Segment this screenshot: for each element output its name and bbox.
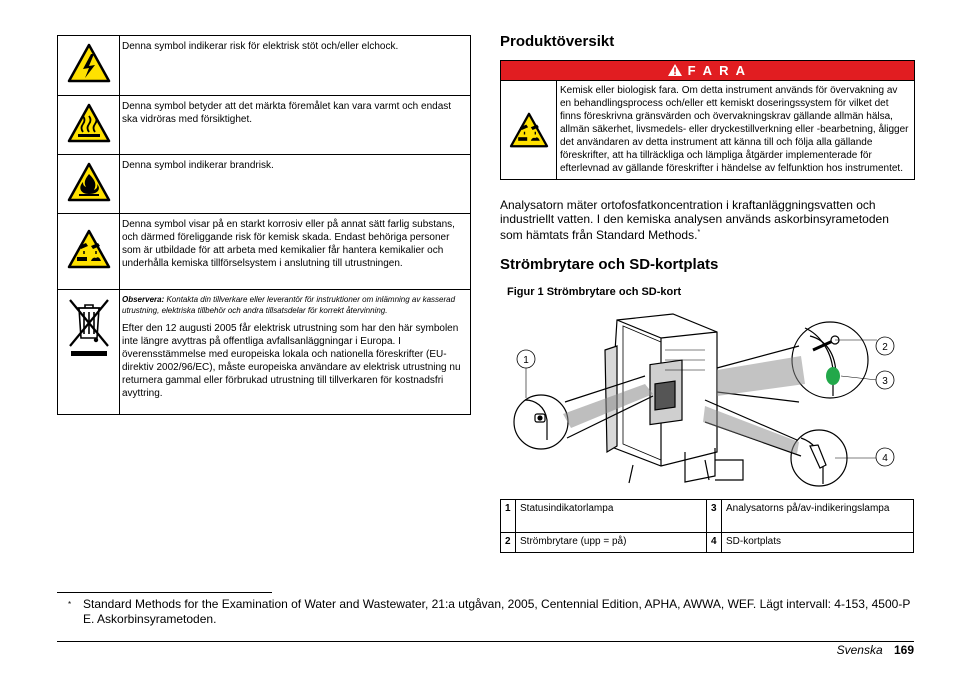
symbol-cell [58,36,120,96]
symbol-table [57,35,471,415]
figure-analyzer-illustration [505,310,910,490]
weee-text: Efter den 12 augusti 2005 får elektrisk utrustning som har den här symbolen inte längre avyttras på offentliga avfallsanläggningar i Europa. I överensstämmelse med europeiska lokala och nationella föreskrifter (EU-direktiv 2002/96/EC), måste europeiska användare av elektrisk utrustning nu returnera gammal eller förbrukad utrustning till tillverkaren för kostnadsfri avyttring. [122,323,461,399]
legend-text: Statusindikatorlampa [516,500,707,533]
legend-text: SD-kortplats [722,533,914,553]
legend-text: Strömbrytare (upp = på) [516,533,707,553]
legend-number: 3 [707,500,722,533]
callout-2-label: 2 [882,342,888,353]
weee-crossed-bin-icon [66,296,112,358]
footer-language: Svenska [836,643,883,657]
danger-box [500,60,915,180]
danger-icon-cell [501,81,557,179]
legend-number: 2 [501,533,516,553]
symbol-description: Denna symbol indikerar brandrisk. [120,155,471,214]
symbol-cell [58,214,120,290]
danger-label: F A R A [687,63,748,78]
note-text: Kontakta din tillverkare eller leverantör för instruktioner om inlämning av kasserad utrustning, elektriska tillbehör och andra tillsatsdelar för korrekt återvinning. [122,295,456,315]
callout-4-label: 4 [882,453,888,464]
symbol-description: Denna symbol visar på en starkt korrosiv eller på annat sätt farlig substans, och därmed föreliggande risk för kemisk skada. Endast behöriga personer som är utbildade för att arbeta med kemikalier får hantera kemikalier och underhålla kemiska tillförselsystem i anslutning till utrustningen. [120,214,471,290]
section-heading-product-overview: Produktöversikt [500,33,615,50]
fire-hazard-icon [67,162,111,202]
warning-triangle-icon [668,64,682,76]
symbol-cell [58,290,120,415]
legend-text: Analysatorns på/av-indikeringslampa [722,500,914,533]
symbol-description [120,290,471,415]
recycling-note [122,294,466,316]
callout-3-label: 3 [882,376,888,387]
figure-legend-table [500,499,914,553]
symbol-cell [58,155,120,214]
section-heading-power-switch: Strömbrytare och SD-kortplats [500,256,719,273]
footnote-reference: * [697,229,701,236]
danger-text: Kemisk eller biologisk fara. Om detta instrument används för övervakning av en behandlingsprocess och/eller ett kemiskt doseringssystem för vilket det finns föreskrivna gränsvärden och övervakningskrav gällande allmän hälsa, allmän säkerhet, livsmedels- eller dryckestillverkning eller -bearbetning, åligger det användaren av detta instrument att känna till och följa alla gällande föreskrifter, att ha tillräckliga och lämpliga åtgärder implementerade för efterlevnad av gällande föreskrifter i händelse av felfunktion hos instrumentet. [560,85,909,174]
symbol-description: Denna symbol betyder att det märkta föremålet kan vara varmt och endast ska vidröras med försiktighet. [120,96,471,155]
product-paragraph [500,198,914,242]
footer-rule [57,641,914,642]
note-label: Observera: [122,295,165,304]
electrical-hazard-icon [67,43,111,83]
table-row [501,500,914,533]
footnote-mark: * [68,600,72,609]
chemical-hazard-icon [509,112,549,148]
footnote-text: Standard Methods for the Examination of Water and Wastewater, 21:a utgåvan, 2005, Centennial Edition, APHA, AWWA, WEF. Lägt intervall: 4-153, 4500-P E. Askorbinsyrametoden. [83,597,911,626]
table-row [501,533,914,553]
product-paragraph-text: Analysatorn mäter ortofosfatkoncentration i kraftanläggningsvatten och industriellt vatten. I den kemiska analysen används askorbinsyrametoden som hämtats från Standard Methods. [500,198,889,242]
footnote-separator [57,592,272,593]
corrosive-icon [67,229,111,269]
callout-1-label: 1 [523,355,529,366]
hot-surface-icon [67,103,111,143]
legend-number: 4 [707,533,722,553]
symbol-description: Denna symbol indikerar risk för elektrisk stöt och/eller elchock. [120,36,471,96]
danger-body [501,81,914,179]
page-footer [837,643,914,657]
symbol-cell [58,96,120,155]
legend-number: 1 [501,500,516,533]
figure-caption: Figur 1 Strömbrytare och SD-kort [507,286,682,298]
page-number: 169 [893,643,914,657]
danger-header [501,61,914,81]
